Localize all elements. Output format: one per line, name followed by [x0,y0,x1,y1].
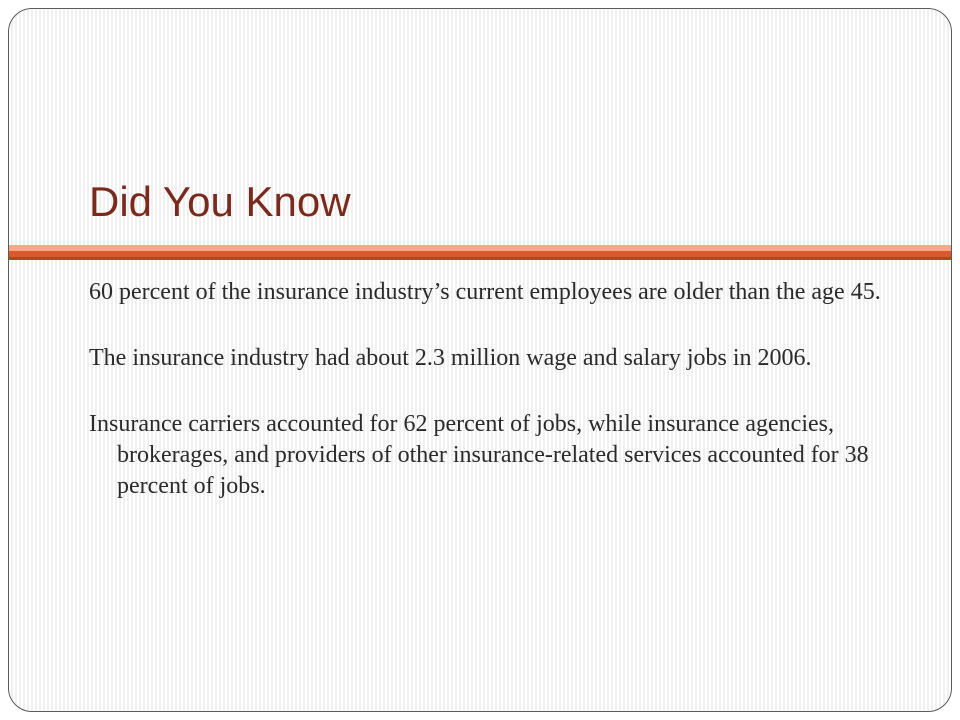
slide [8,8,952,712]
fact-paragraph-employees-age: 60 percent of the insurance industry’s current employees are older than the age 45. [89,279,881,305]
fact-paragraph-jobs-count: The insurance industry had about 2.3 million wage and salary jobs in 2006. [89,345,812,371]
slide-body [89,277,889,537]
slide-title: Did You Know [89,178,351,225]
fact-paragraph-jobs-share: Insurance carriers accounted for 62 percent of jobs, while insurance agencies, brokerages, and providers of other insurance-related services accounted for 38 percent of jobs. [89,411,869,499]
title-divider-shadow [9,257,952,260]
